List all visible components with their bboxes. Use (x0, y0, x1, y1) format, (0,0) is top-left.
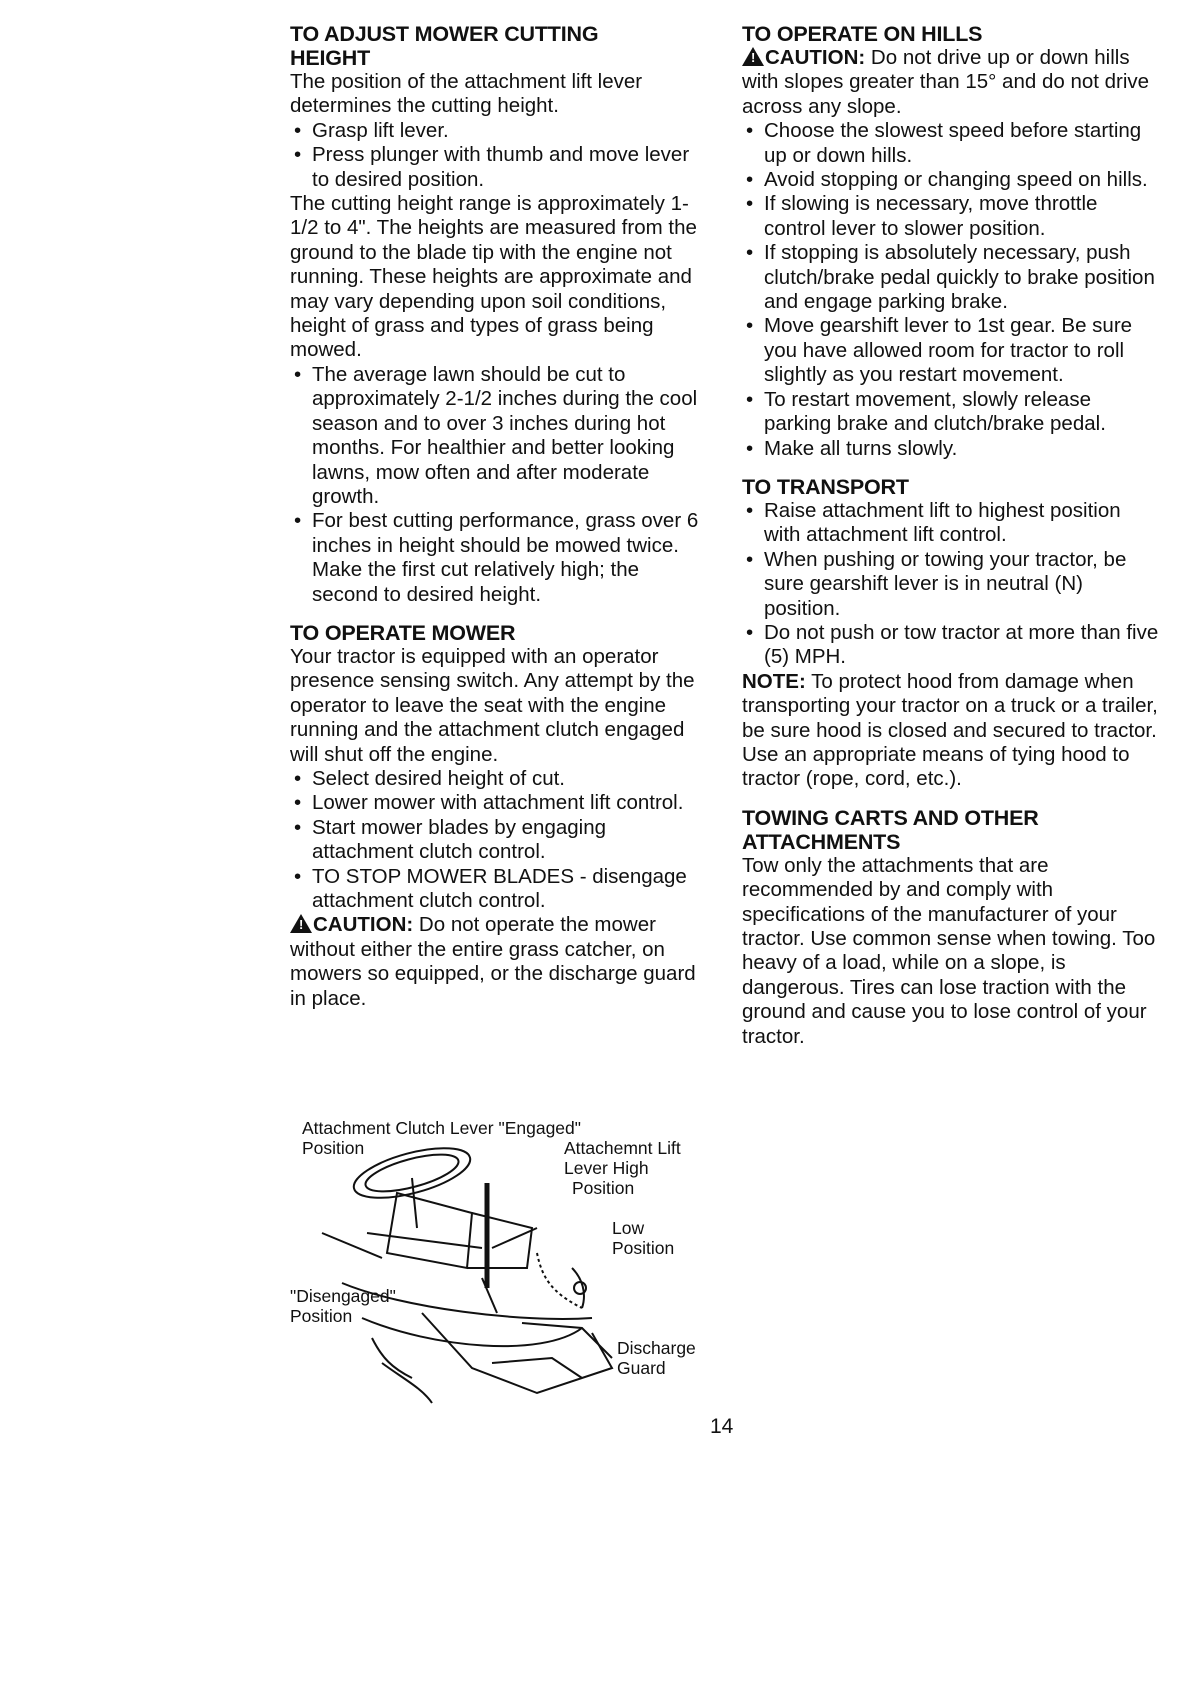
list-item: • Do not push or tow tractor at more than five (5) MPH. (742, 621, 1162, 670)
right-column (742, 22, 1162, 1049)
list-item: • Avoid stopping or changing speed on hills. (742, 168, 1162, 192)
label-disengaged-position: Position (290, 1306, 353, 1326)
page-number: 14 (710, 1415, 734, 1438)
adjust-heading: TO ADJUST MOWER CUTTING HEIGHT (290, 22, 599, 70)
caution-text: Do not operate the mower without either the entire grass catcher, on mowers so equipped, or the discharge guard in place. (290, 913, 696, 1010)
hills-caution (742, 46, 1162, 119)
label-lift-high: Attachemnt Lift Lever High (564, 1138, 681, 1178)
label-low: Low (612, 1218, 645, 1238)
transport-note (742, 670, 1162, 792)
adjust-intro: The position of the attachment lift lever determines the cutting height. (290, 70, 643, 118)
list-item: • Press plunger with thumb and move lever to desired position. (290, 143, 700, 192)
list-item: • If stopping is absolutely necessary, push clutch/brake pedal quickly to brake position and engage parking brake. (742, 241, 1162, 314)
caution-label: CAUTION: (765, 46, 866, 69)
label-lift-position: Position (572, 1178, 635, 1198)
note-label: NOTE: (742, 669, 806, 693)
list-item: • Select desired height of cut. (290, 767, 700, 791)
towing-body: Tow only the attachments that are recommended by and comply with specifications of the manufacturer of your tractor. Use common sense when towing. Too heavy of a load, while on a slope, is dangerous. Tires can lose traction with the ground and cause you to lose control of your tractor. (742, 853, 1156, 1048)
list-item: • If slowing is necessary, move throttle control lever to slower position. (742, 192, 1162, 241)
caution-text: Do not drive up or down hills with slopes greater than 15° and do not drive across any slope. (742, 46, 1150, 118)
adjust-body: The cutting height range is approximately 1-1/2 to 4". The heights are measured from the ground to the blade tip with the engine not running. These heights are approximate and may vary depending upon soil conditions, height of grass and types of grass being mowed. (290, 192, 697, 362)
list-item: • TO STOP MOWER BLADES - disengage attachment clutch control. (290, 865, 700, 914)
list-item: • To restart movement, slowly release parking brake and clutch/brake pedal. (742, 388, 1162, 437)
label-low-position: Position (612, 1238, 675, 1258)
left-column (290, 22, 700, 1011)
operate-caution (290, 913, 700, 1011)
transport-heading: TO TRANSPORT (742, 474, 909, 499)
list-item: • When pushing or towing your tractor, be sure gearshift lever is in neutral (N) position. (742, 548, 1162, 621)
list-item: • Lower mower with attachment lift control. (290, 791, 700, 815)
list-item: • Grasp lift lever. (290, 119, 700, 143)
adjust-tips (290, 363, 700, 607)
operate-heading: TO OPERATE MOWER (290, 620, 516, 645)
warning-triangle-icon: ! (290, 914, 312, 933)
list-item: • Raise attachment lift to highest position with attachment lift control. (742, 499, 1162, 548)
label-engaged-position: Position (302, 1138, 365, 1158)
caution-label: CAUTION: (313, 913, 414, 937)
hills-items (742, 119, 1162, 461)
operate-steps (290, 767, 700, 913)
list-item: • For best cutting performance, grass over 6 inches in height should be mowed twice. Make the first cut relatively high; the second to desired height. (290, 509, 700, 607)
list-item: • The average lawn should be cut to approximately 2-1/2 inches during the cool season and to over 3 inches during hot months. For healthier and better looking lawns, mow often and after moderate growth. (290, 363, 700, 509)
mower-controls-figure (282, 1118, 732, 1408)
note-text: To protect hood from damage when transporting your tractor on a truck or a trailer, be sure hood is closed and secured to tractor. Use an appropriate means of tying hood to tractor (rope, cord, etc.). (742, 669, 1158, 791)
adjust-steps (290, 119, 700, 192)
list-item: • Start mower blades by engaging attachment clutch control. (290, 816, 700, 865)
label-discharge: Discharge (617, 1338, 696, 1358)
warning-triangle-icon: ! (742, 47, 764, 66)
label-disengaged: "Disengaged" (290, 1286, 396, 1306)
list-item: • Make all turns slowly. (742, 437, 1162, 461)
label-guard: Guard (617, 1358, 666, 1378)
label-engaged: Attachment Clutch Lever "Engaged" (302, 1118, 581, 1138)
list-item: • Move gearshift lever to 1st gear. Be sure you have allowed room for tractor to roll slightly as you restart movement. (742, 314, 1162, 387)
list-item: • Choose the slowest speed before starting up or down hills. (742, 119, 1162, 168)
transport-items (742, 499, 1162, 670)
operate-intro: Your tractor is equipped with an operator presence sensing switch. Any attempt by the operator to leave the seat with the engine running and the attachment clutch engaged will shut off the engine. (290, 644, 695, 766)
hills-heading: TO OPERATE ON HILLS (742, 22, 983, 46)
towing-heading: TOWING CARTS AND OTHER ATTACHMENTS (742, 805, 1039, 854)
